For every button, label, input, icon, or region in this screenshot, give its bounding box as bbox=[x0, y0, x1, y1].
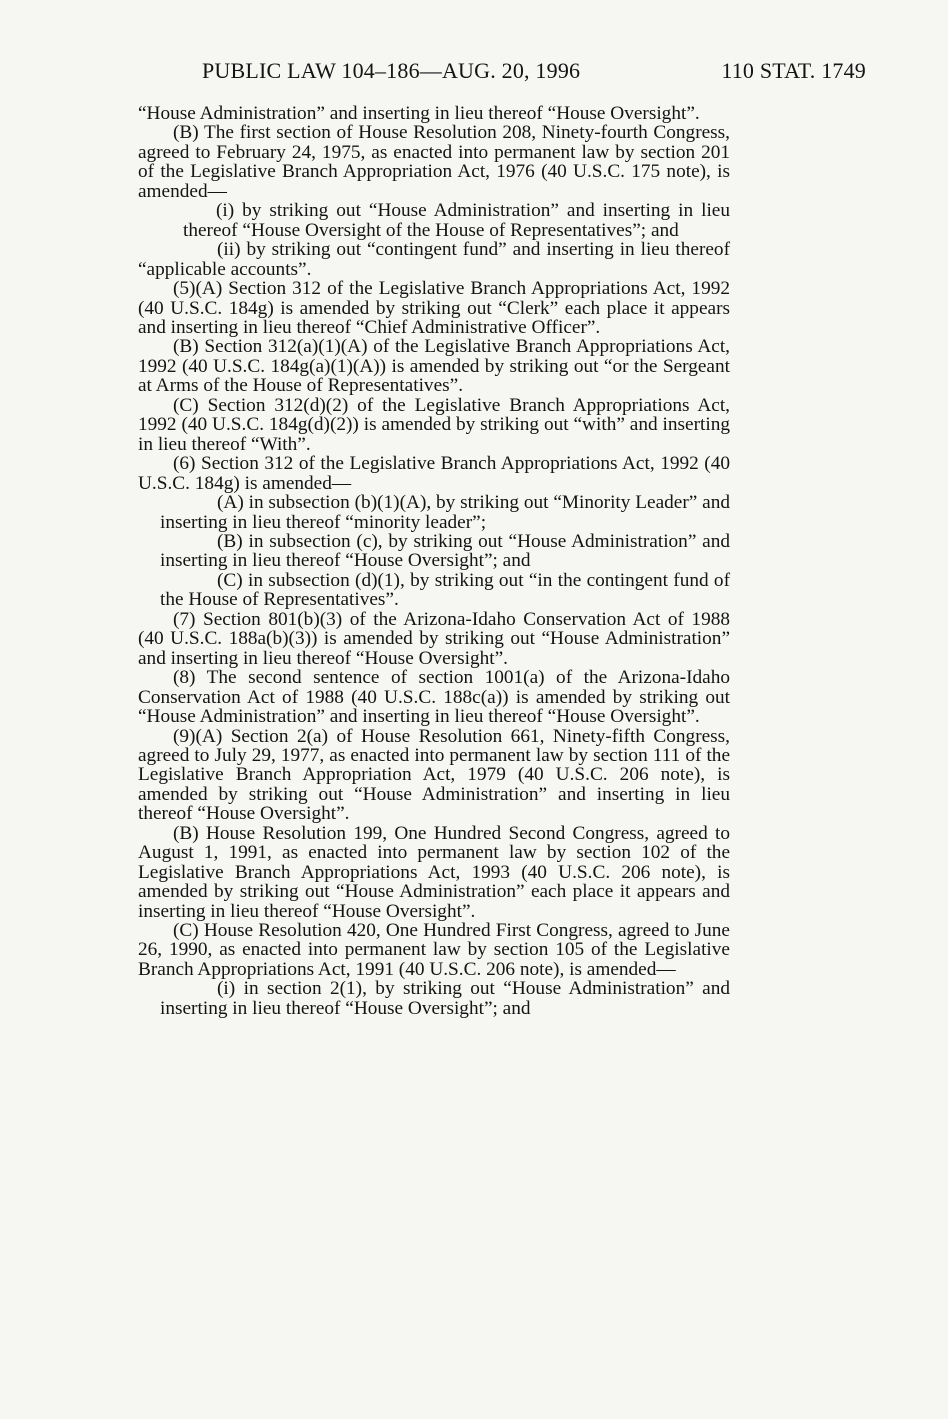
subparagraph-6b: (B) in subsection (c), by striking out “House Administration” and inserting in lieu thereof “House Oversight”; and bbox=[160, 530, 730, 572]
paragraph-9a: (9)(A) Section 2(a) of House Resolution 661, Ninety-fifth Congress, agreed to July 29, 1977, as enacted into permanent law by section 111 of the Legislative Branch Appropriation Act, 1979 (40 U.S.C. 206 note), is amended by striking out “House Administration” and inserting in lieu thereof “House Oversight”. bbox=[138, 725, 730, 825]
paragraph-9c: (C) House Resolution 420, One Hundred First Congress, agreed to June 26, 1990, as enacted into permanent law by section 105 of the Legislative Branch Appropriations Act, 1991 (40 U.S.C. 206 note), is amended— bbox=[138, 920, 730, 980]
paragraph-6: (6) Section 312 of the Legislative Branch Appropriations Act, 1992 (40 U.S.C. 184g) is amended— bbox=[138, 453, 730, 494]
clause-ii: (ii) by striking out “contingent fund” and inserting in lieu thereof “applicable accounts”. bbox=[138, 239, 730, 280]
paragraph-b-house-resolution-208: (B) The first section of House Resolution 208, Ninety-fourth Congress, agreed to February 24, 1975, as enacted into permanent law by section 201 of the Legislative Branch Appropriation Act, 1976 (40 U.S.C. 175 note), is amended— bbox=[138, 122, 730, 202]
paragraph-5a: (5)(A) Section 312 of the Legislative Branch Appropriations Act, 1992 (40 U.S.C. 184g) is amended by striking out “Clerk” each place it appears and inserting in lieu thereof “Chief Administrative Officer”. bbox=[138, 278, 730, 338]
clause-9c-i: (i) in section 2(1), by striking out “House Administration” and inserting in lieu thereof “House Oversight”; and bbox=[160, 978, 730, 1019]
paragraph-5b: (B) Section 312(a)(1)(A) of the Legislative Branch Appropriations Act, 1992 (40 U.S.C. 184g(a)(1)(A)) is amended by striking out “or the Sergeant at Arms of the House of Representatives”. bbox=[138, 336, 730, 397]
paragraph-9b: (B) House Resolution 199, One Hundred Second Congress, agreed to August 1, 1991, as enacted into permanent law by section 102 of the Legislative Branch Appropriations Act, 1993 (40 U.S.C. 206 note), is amended by striking out “House Administration” each place it appears and inserting in lieu thereof “House Oversight”. bbox=[138, 822, 730, 922]
statute-page-number: 110 STAT. 1749 bbox=[721, 58, 866, 83]
header-title: PUBLIC LAW 104–186—AUG. 20, 1996 bbox=[202, 58, 581, 83]
paragraph-8: (8) The second sentence of section 1001(a) of the Arizona-Idaho Conservation Act of 1988 (40 U.S.C. 188c(a)) is amended by striking out “House Administration” and inserting in lieu thereof “House Oversight”. bbox=[138, 667, 730, 728]
subparagraph-6c: (C) in subsection (d)(1), by striking out “in the contingent fund of the House of Representatives”. bbox=[160, 569, 730, 611]
running-header bbox=[138, 58, 866, 86]
paragraph-continuation: “House Administration” and inserting in lieu thereof “House Oversight”. bbox=[138, 103, 700, 124]
paragraph-7: (7) Section 801(b)(3) of the Arizona-Idaho Conservation Act of 1988 (40 U.S.C. 188a(b)(3)) is amended by striking out “House Administration” and inserting in lieu thereof “House Oversight”. bbox=[138, 608, 730, 669]
subparagraph-6a: (A) in subsection (b)(1)(A), by striking out “Minority Leader” and inserting in lieu thereof “minority leader”; bbox=[160, 492, 730, 533]
clause-i: (i) by striking out “House Administration” and inserting in lieu thereof “House Oversight of the House of Representatives”; and bbox=[183, 200, 730, 241]
paragraph-5c: (C) Section 312(d)(2) of the Legislative Branch Appropriations Act, 1992 (40 U.S.C. 184g(d)(2)) is amended by striking out “with” and inserting in lieu thereof “With”. bbox=[138, 394, 730, 455]
document-body bbox=[138, 104, 730, 1018]
